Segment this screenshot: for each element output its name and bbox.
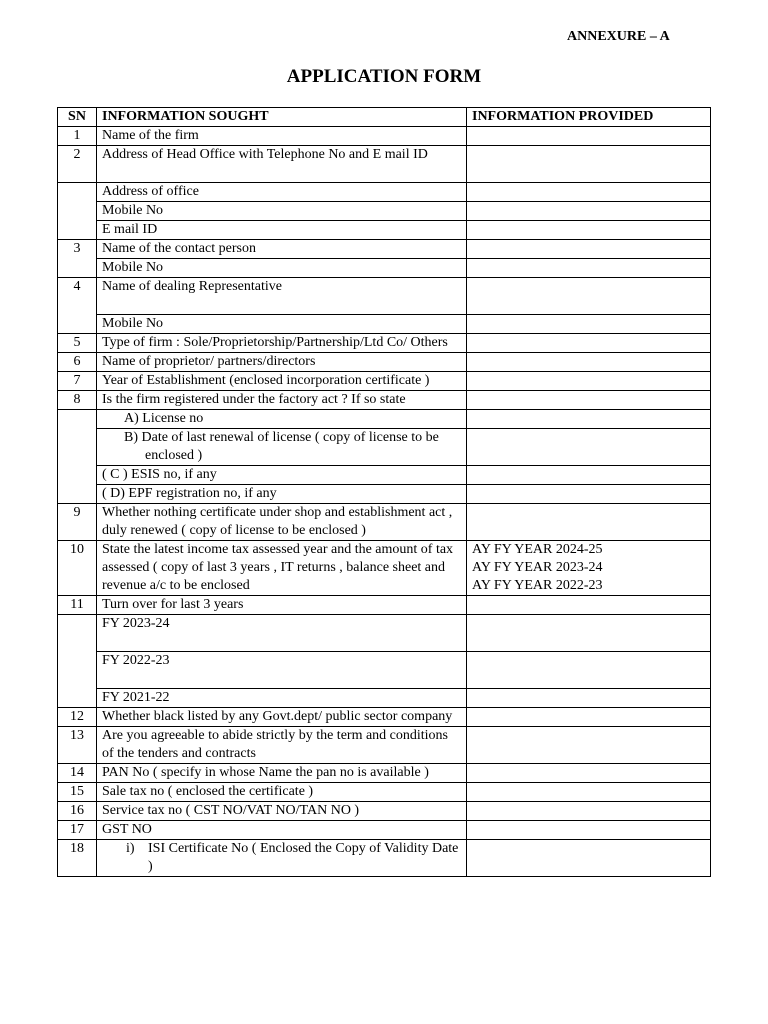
provided-cell[interactable]	[467, 372, 711, 391]
sought-cell: Type of firm : Sole/Proprietorship/Partnership/Ltd Co/ Others	[97, 334, 467, 353]
sought-cell: ( D) EPF registration no, if any	[97, 485, 467, 504]
provided-cell[interactable]	[467, 727, 711, 764]
sn-cell: 3	[58, 240, 97, 278]
sought-cell: Service tax no ( CST NO/VAT NO/TAN NO )	[97, 802, 467, 821]
item-number: i)	[126, 841, 135, 856]
table-row	[58, 689, 711, 708]
sn-cell: 6	[58, 353, 97, 372]
sought-cell: Name of dealing Representative	[97, 278, 467, 315]
sn-cell: 7	[58, 372, 97, 391]
provided-cell[interactable]	[467, 596, 711, 615]
sought-cell: Turn over for last 3 years	[97, 596, 467, 615]
provided-cell[interactable]	[467, 485, 711, 504]
table-row	[58, 783, 711, 802]
table-row	[58, 615, 711, 652]
table-row	[58, 429, 711, 466]
provided-cell[interactable]	[467, 202, 711, 221]
sn-cell: 10	[58, 541, 97, 596]
sought-cell	[97, 840, 467, 877]
provided-cell[interactable]	[467, 221, 711, 240]
table-row	[58, 840, 711, 877]
provided-cell[interactable]	[467, 802, 711, 821]
provided-cell[interactable]	[467, 334, 711, 353]
provided-cell[interactable]	[467, 764, 711, 783]
provided-cell[interactable]	[467, 429, 711, 466]
table-header-row	[58, 108, 711, 127]
form-title: APPLICATION FORM	[286, 66, 482, 87]
table-row	[58, 221, 711, 240]
sought-cell: Name of the contact person	[97, 240, 467, 259]
assessment-year-line: AY FY YEAR 2022-23	[472, 578, 603, 593]
sn-cell: 17	[58, 821, 97, 840]
table-row	[58, 708, 711, 727]
provided-cell[interactable]	[467, 278, 711, 315]
provided-cell[interactable]	[467, 240, 711, 259]
sn-cell: 9	[58, 504, 97, 541]
sn-cell: 12	[58, 708, 97, 727]
sn-cell: 8	[58, 391, 97, 410]
table-row	[58, 764, 711, 783]
table-row	[58, 466, 711, 485]
table-row	[58, 334, 711, 353]
sought-cell: Address of office	[97, 183, 467, 202]
assessment-year-line: AY FY YEAR 2024-25	[472, 542, 603, 557]
sought-cell: PAN No ( specify in whose Name the pan no is available )	[97, 764, 467, 783]
sought-cell: B) Date of last renewal of license ( copy of license to be enclosed )	[97, 429, 467, 466]
table-row	[58, 727, 711, 764]
table-row	[58, 485, 711, 504]
provided-cell[interactable]	[467, 127, 711, 146]
sought-cell: E mail ID	[97, 221, 467, 240]
sought-cell: FY 2021-22	[97, 689, 467, 708]
table-row	[58, 146, 711, 183]
table-row	[58, 202, 711, 221]
sn-cell: 16	[58, 802, 97, 821]
table-row	[58, 240, 711, 259]
sought-cell: Mobile No	[97, 315, 467, 334]
sn-cell	[58, 183, 97, 240]
sought-cell: FY 2023-24	[97, 615, 467, 652]
table-row	[58, 353, 711, 372]
sought-cell: Sale tax no ( enclosed the certificate )	[97, 783, 467, 802]
sn-cell: 4	[58, 278, 97, 334]
sought-cell: Address of Head Office with Telephone No and E mail ID	[97, 146, 467, 183]
item-text: ISI Certificate No ( Enclosed the Copy of Validity Date )	[148, 841, 459, 874]
provided-cell[interactable]	[467, 410, 711, 429]
sn-cell: 1	[58, 127, 97, 146]
table-row	[58, 504, 711, 541]
sn-cell: 5	[58, 334, 97, 353]
sought-cell: ( C ) ESIS no, if any	[97, 466, 467, 485]
table-row	[58, 391, 711, 410]
provided-cell[interactable]	[467, 353, 711, 372]
assessment-year-line: AY FY YEAR 2023-24	[472, 560, 603, 575]
column-header-information-sought: INFORMATION SOUGHT	[97, 108, 467, 127]
column-header-sn: SN	[58, 108, 97, 127]
provided-cell[interactable]	[467, 615, 711, 652]
provided-cell[interactable]	[467, 689, 711, 708]
table-row	[58, 596, 711, 615]
provided-cell[interactable]	[467, 391, 711, 410]
sn-cell: 14	[58, 764, 97, 783]
sought-cell: State the latest income tax assessed year and the amount of tax assessed ( copy of last 3 years , IT returns , balance sheet and revenue a/c to be enclosed	[97, 541, 467, 596]
sought-cell: Name of the firm	[97, 127, 467, 146]
table-row	[58, 541, 711, 596]
sought-cell: Are you agreeable to abide strictly by the term and conditions of the tenders and contracts	[97, 727, 467, 764]
sought-cell: Whether nothing certificate under shop and establishment act , duly renewed ( copy of license to be enclosed )	[97, 504, 467, 541]
provided-cell[interactable]	[467, 315, 711, 334]
sought-cell: FY 2022-23	[97, 652, 467, 689]
table-row	[58, 127, 711, 146]
provided-cell[interactable]	[467, 783, 711, 802]
sought-cell: Name of proprietor/ partners/directors	[97, 353, 467, 372]
provided-cell[interactable]	[467, 466, 711, 485]
table-row	[58, 652, 711, 689]
sought-cell: Mobile No	[97, 259, 467, 278]
table-row	[58, 183, 711, 202]
sn-cell: 11	[58, 596, 97, 615]
table-row	[58, 410, 711, 429]
column-header-information-provided: INFORMATION PROVIDED	[467, 108, 711, 127]
provided-cell[interactable]	[467, 708, 711, 727]
sought-cell: Whether black listed by any Govt.dept/ public sector company	[97, 708, 467, 727]
provided-cell[interactable]	[467, 840, 711, 877]
table-row	[58, 372, 711, 391]
table-row	[58, 315, 711, 334]
sn-cell: 2	[58, 146, 97, 183]
provided-cell[interactable]	[467, 146, 711, 183]
provided-cell[interactable]	[467, 821, 711, 840]
sn-cell: 18	[58, 840, 97, 877]
provided-cell[interactable]	[467, 183, 711, 202]
table-row	[58, 278, 711, 315]
table-row	[58, 259, 711, 278]
sought-cell: GST NO	[97, 821, 467, 840]
provided-cell[interactable]	[467, 652, 711, 689]
table-row	[58, 821, 711, 840]
sought-cell: Year of Establishment (enclosed incorporation certificate )	[97, 372, 467, 391]
provided-cell[interactable]	[467, 541, 711, 596]
sn-cell: 13	[58, 727, 97, 764]
sn-cell	[58, 410, 97, 504]
application-form-table	[57, 107, 711, 877]
annexure-label: ANNEXURE – A	[567, 29, 670, 44]
sought-cell: Is the firm registered under the factory act ? If so state	[97, 391, 467, 410]
sought-cell: A) License no	[97, 410, 467, 429]
provided-cell[interactable]	[467, 259, 711, 278]
table-row	[58, 802, 711, 821]
provided-cell[interactable]	[467, 504, 711, 541]
sn-cell	[58, 615, 97, 708]
sought-cell: Mobile No	[97, 202, 467, 221]
sn-cell: 15	[58, 783, 97, 802]
